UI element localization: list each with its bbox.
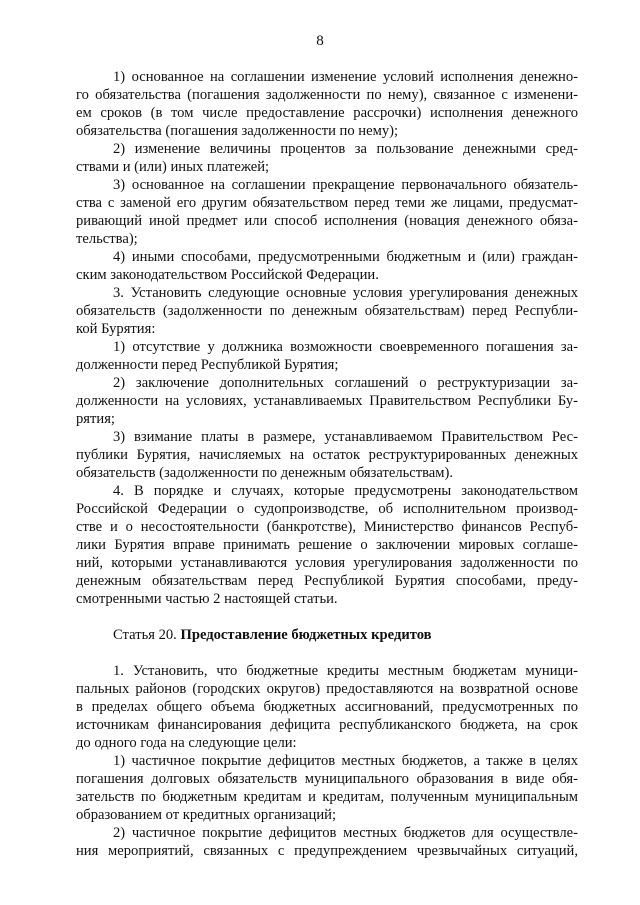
text-line: долженности на условиях, устанавливаемых Правительством Республики Бу- bbox=[76, 393, 578, 409]
text-line: ривающий иной предмет или способ исполнения (новация денежного обяза- bbox=[76, 213, 578, 229]
text-line: ния мероприятий, связанных с предупреждением чрезвычайных ситуаций, bbox=[76, 843, 578, 859]
text-line: кой Бурятия: bbox=[76, 321, 156, 337]
text-line: 4. В порядке и случаях, которые предусмотрены законодательством bbox=[113, 483, 578, 499]
text-line: до одного года на следующие цели: bbox=[76, 735, 297, 751]
text-line: погашения долговых обязательств муниципального образования в виде обя- bbox=[76, 771, 578, 787]
text-line: зательств по бюджетным кредитам и кредитам, полученным муниципальным bbox=[76, 789, 578, 805]
text-line: ний, которыми устанавливаются условия урегулирования задолженности по bbox=[76, 555, 578, 571]
text-line: ским законодательством Российской Федерации. bbox=[76, 267, 379, 283]
text-line: 1. Установить, что бюджетные кредиты местным бюджетам муници- bbox=[113, 663, 578, 679]
text-line: рятия; bbox=[76, 411, 115, 427]
text-line: ства с заменой его другим обязательством перед теми же лицами, предусмат- bbox=[76, 195, 578, 211]
page-number: 8 bbox=[316, 33, 324, 49]
article-title: Предоставление бюджетных кредитов bbox=[180, 627, 432, 643]
article-heading bbox=[113, 626, 578, 644]
text-line: 3. Установить следующие основные условия урегулирования денежных bbox=[113, 285, 578, 301]
text-line: публики Бурятия, начисляемых на остаток реструктурированных денежных bbox=[76, 447, 578, 463]
text-line: 4) иными способами, предусмотренными бюджетным и (или) граждан- bbox=[113, 249, 578, 265]
article-number: Статья 20. bbox=[113, 627, 177, 643]
text-line: денежным обязательствам перед Республикой Бурятия способами, преду- bbox=[76, 573, 578, 589]
text-line: 2) заключение дополнительных соглашений о реструктуризации за- bbox=[113, 375, 578, 391]
text-line: лики Бурятия вправе принимать решение о заключении мировых соглаше- bbox=[76, 537, 578, 553]
text-line: долженности перед Республикой Бурятия; bbox=[76, 357, 339, 373]
text-line: образованием от кредитных организаций; bbox=[76, 807, 337, 823]
text-line: ем сроков (в том числе предоставление рассрочки) исполнения денежного bbox=[76, 105, 578, 121]
text-line: в пределах общего объема бюджетных ассигнований, предусмотренных по bbox=[76, 699, 578, 715]
text-line: 3) основанное на соглашении прекращение первоначального обязатель- bbox=[113, 177, 578, 193]
text-line: ствами и (или) иных платежей; bbox=[76, 159, 270, 175]
text-line: 1) основанное на соглашении изменение условий исполнения денежно- bbox=[113, 69, 578, 85]
text-line: 1) частичное покрытие дефицитов местных бюджетов, а также в целях bbox=[113, 753, 578, 769]
text-line: 2) частичное покрытие дефицитов местных бюджетов для осуществле- bbox=[113, 825, 578, 841]
text-line: стве и о несостоятельности (банкротстве), Министерство финансов Респуб- bbox=[76, 519, 578, 535]
text-line: 1) отсутствие у должника возможности своевременного погашения за- bbox=[113, 339, 578, 355]
text-line: тельства); bbox=[76, 231, 138, 247]
text-line: 2) изменение величины процентов за пользование денежными сред- bbox=[113, 141, 578, 157]
text-line: смотренными частью 2 настоящей статьи. bbox=[76, 591, 338, 607]
text-line: обязательства (погашения задолженности по нему); bbox=[76, 123, 399, 139]
text-line: источникам финансирования дефицита республиканского бюджета, на срок bbox=[76, 717, 578, 733]
text-line: Российской Федерации о судопроизводстве, об исполнительном производ- bbox=[76, 501, 578, 517]
text-line: обязательств (задолженности по денежным обязательствам) перед Республи- bbox=[76, 303, 578, 319]
text-line: пальных районов (городских округов) предоставляются на возвратной основе bbox=[76, 681, 578, 697]
text-line: го обязательства (погашения задолженности по нему), связанное с изменени- bbox=[76, 87, 578, 103]
text-line: обязательств (задолженности по денежным обязательствам). bbox=[76, 465, 454, 481]
text-line: 3) взимание платы в размере, устанавливаемом Правительством Рес- bbox=[113, 429, 578, 445]
